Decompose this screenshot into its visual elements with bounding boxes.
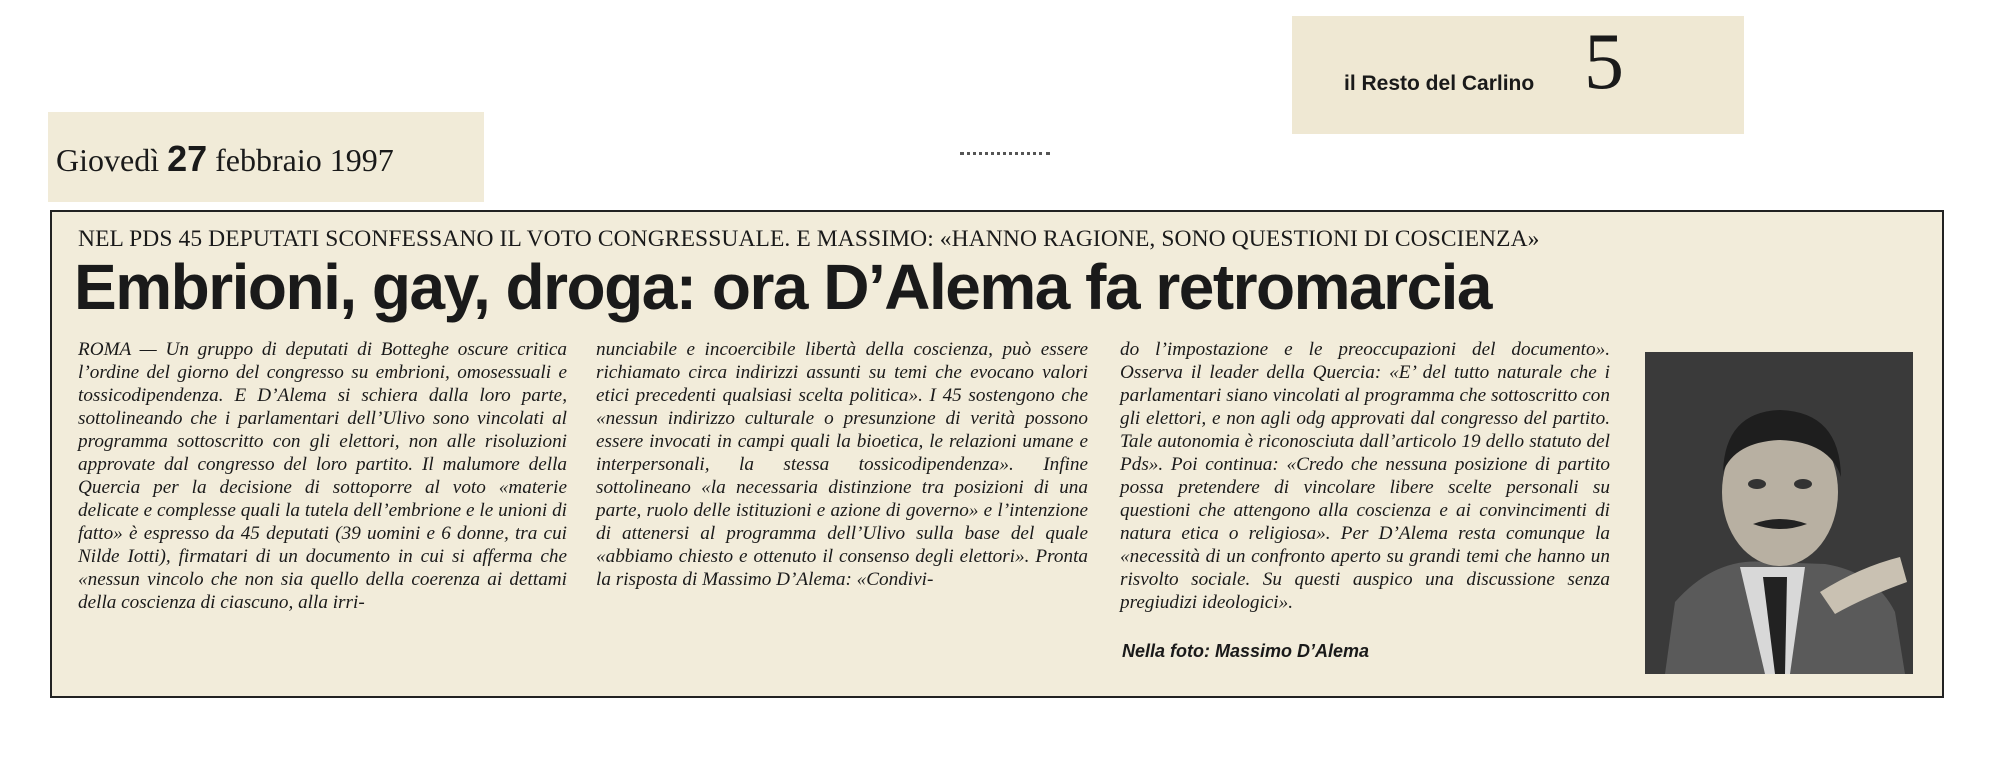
photo-caption: Nella foto: Massimo D’Alema (1122, 641, 1370, 661)
article-headline: Embrioni, gay, droga: ora D’Alema fa retromarcia (74, 251, 1491, 323)
article-column-3: do l’impostazione e le preoccupazioni del documento». Osserva il leader della Quercia: «E’ del tutto naturale che i parlamentari siano vincolati al programma che sottoscritto con gli elettori, e non agli odg approvati dal congresso del partito. Tale autonomia è riconosciuta dall’articolo 19 dello statuto del Pds». Poi continua: «Credo che nessuna posizione di partito possa pretendere di vincolare libere scelte personali su questioni che attengono alla coscienza e ai convincimenti di natura etica o religiosa». Per D’Alema resta comunque la «necessità di un confronto aperto su grandi temi che hanno un risvolto sociale. Su questi auspico una discussione senza pregiudizi ideologici». (1120, 339, 1610, 613)
portrait-silhouette (1645, 352, 1913, 674)
date-day: 27 (167, 138, 208, 179)
scan-mark (960, 152, 1050, 159)
page-number: 5 (1584, 18, 1624, 106)
portrait-photo (1645, 352, 1913, 674)
article-column-2: nunciabile e incoercibile libertà della coscienza, può essere richiamato circa indirizzi assunti su temi che evocano valori etici precedenti qualsiasi scelta politica». I 45 sostengono che «nessun indirizzo culturale o presunzione di verità possono essere invocati in campi quali la bioetica, le relazioni umane e interpersonali, la stessa tossicodipendenza». Infine sottolineano «la necessaria distinzione tra posizioni di una parte, ruolo delle istituzioni e azione di governo» e l’intenzione di attenersi al programma dell’Ulivo sulla base del quale «abbiamo chiesto e ottenuto il consenso degli elettori». Pronta la risposta di Massimo D’Alema: «Condivi- (596, 339, 1088, 590)
date-month-year: febbraio 1997 (215, 142, 394, 178)
date-weekday: Giovedì (56, 142, 160, 178)
article-kicker: NEL PDS 45 DEPUTATI SCONFESSANO IL VOTO CONGRESSUALE. E MASSIMO: «HANNO RAGIONE, SONO QUESTIONI DI COSCIENZA» (78, 226, 1540, 252)
article-column-1: ROMA — Un gruppo di deputati di Botteghe oscure critica l’ordine del giorno del congresso su embrioni, omosessuali e tossicodipendenza. E D’Alema si schiera dalla loro parte, sottolineando che i parlamentari dell’Ulivo sono vincolati al programma sottoscritto con gli elettori, non alle risoluzioni approvate dal congresso del loro partito. Il malumore della Quercia per la decisione di sottoporre al voto «materie delicate e complesse quali la tutela dell’embrione e le unioni di fatto» è espresso da 45 deputati (39 uomini e 6 donne, tra cui Nilde Iotti), firmatari di un documento in cui si afferma che «nessun vincolo che non sia quello della coerenza ai dettami della coscienza di ciascuno, alla irri- (78, 339, 567, 613)
publication-date (56, 138, 394, 180)
newspaper-name: il Resto del Carlino (1344, 72, 1535, 95)
